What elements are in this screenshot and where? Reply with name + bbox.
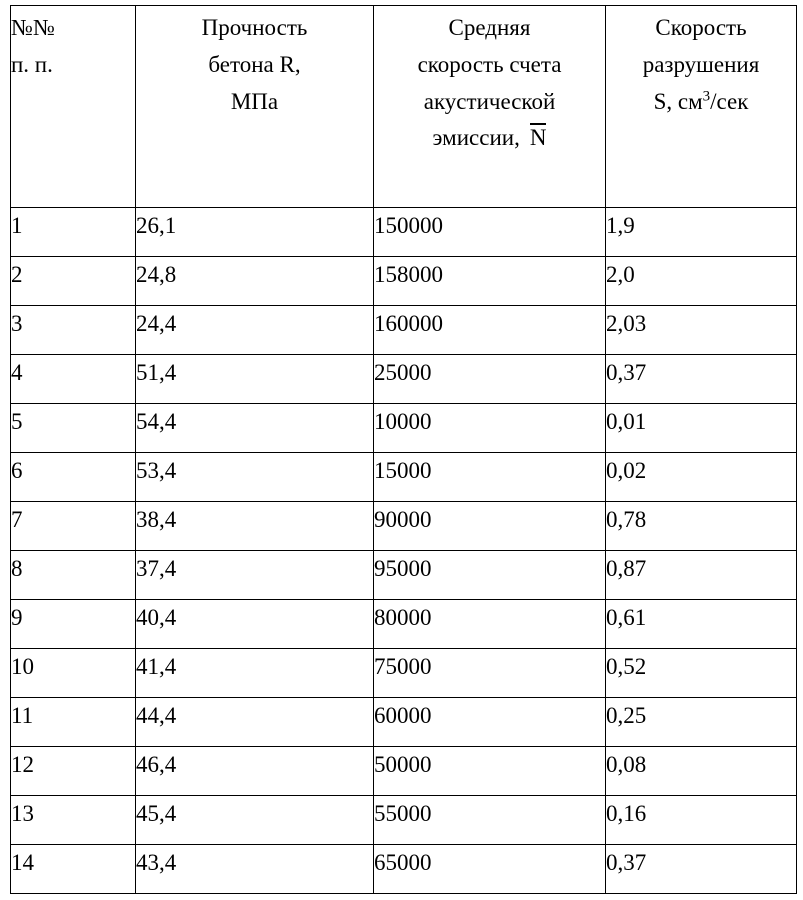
cell-rate: 75000 [374, 649, 606, 698]
cell-rate: 55000 [374, 796, 606, 845]
cell-strength: 37,4 [136, 551, 374, 600]
cell-destruction: 0,08 [606, 747, 797, 796]
cell-destruction: 1,9 [606, 208, 797, 257]
cell-strength: 24,4 [136, 306, 374, 355]
header-strength-line3: МПа [230, 88, 279, 114]
cell-strength: 44,4 [136, 698, 374, 747]
table-row [11, 453, 797, 502]
header-rate-line3: акустической [423, 88, 556, 114]
table-row [11, 502, 797, 551]
table-row [11, 208, 797, 257]
cell-num: 14 [11, 845, 136, 894]
cell-rate: 10000 [374, 404, 606, 453]
header-num-line2: п. п. [11, 51, 53, 77]
table-row [11, 306, 797, 355]
header-destruction-prefix: S, см [653, 88, 703, 114]
cell-num: 9 [11, 600, 136, 649]
table-row [11, 551, 797, 600]
cell-num: 1 [11, 208, 136, 257]
cell-strength: 51,4 [136, 355, 374, 404]
header-strength-line1: Прочность [201, 15, 308, 40]
cell-rate: 160000 [374, 306, 606, 355]
table-row [11, 747, 797, 796]
cell-rate: 80000 [374, 600, 606, 649]
header-rate-symbol: N [529, 125, 547, 151]
cell-num: 4 [11, 355, 136, 404]
cell-rate: 90000 [374, 502, 606, 551]
cell-num: 8 [11, 551, 136, 600]
cell-num: 13 [11, 796, 136, 845]
cell-strength: 46,4 [136, 747, 374, 796]
cell-destruction: 0,37 [606, 355, 797, 404]
header-destruction-line1: Скорость [655, 15, 747, 40]
cell-rate: 60000 [374, 698, 606, 747]
cell-rate: 158000 [374, 257, 606, 306]
cell-strength: 24,8 [136, 257, 374, 306]
cell-num: 7 [11, 502, 136, 551]
cell-strength: 38,4 [136, 502, 374, 551]
header-rate-line2: скорость счета [417, 51, 562, 77]
header-rate-line4 [374, 120, 605, 157]
table-row [11, 257, 797, 306]
cell-destruction: 0,01 [606, 404, 797, 453]
cell-destruction: 0,87 [606, 551, 797, 600]
table-body [11, 208, 797, 894]
cell-num: 2 [11, 257, 136, 306]
header-destruction-suffix: /сек [710, 88, 749, 114]
header-destruction-line2: разрушения [642, 51, 760, 77]
cell-rate: 50000 [374, 747, 606, 796]
cell-destruction: 0,61 [606, 600, 797, 649]
cell-strength: 53,4 [136, 453, 374, 502]
cell-destruction: 2,03 [606, 306, 797, 355]
cell-num: 3 [11, 306, 136, 355]
header-strength [136, 6, 374, 208]
cell-destruction: 0,78 [606, 502, 797, 551]
cell-strength: 45,4 [136, 796, 374, 845]
cell-destruction: 0,02 [606, 453, 797, 502]
cell-rate: 95000 [374, 551, 606, 600]
cell-num: 10 [11, 649, 136, 698]
cell-rate: 150000 [374, 208, 606, 257]
cell-rate: 25000 [374, 355, 606, 404]
cell-destruction: 0,25 [606, 698, 797, 747]
cell-strength: 54,4 [136, 404, 374, 453]
cell-destruction: 0,16 [606, 796, 797, 845]
cell-num: 11 [11, 698, 136, 747]
cell-num: 12 [11, 747, 136, 796]
table-row [11, 698, 797, 747]
table-row [11, 796, 797, 845]
header-num-line1: №№ [11, 15, 55, 40]
header-destruction-line3 [606, 84, 796, 121]
cell-destruction: 0,37 [606, 845, 797, 894]
table-row [11, 355, 797, 404]
cell-destruction: 2,0 [606, 257, 797, 306]
cell-strength: 41,4 [136, 649, 374, 698]
header-rate [374, 6, 606, 208]
header-rate-line1: Средняя [448, 15, 531, 40]
header-strength-line2: бетона R, [208, 51, 301, 77]
table-row [11, 649, 797, 698]
header-row [11, 6, 797, 208]
cell-rate: 65000 [374, 845, 606, 894]
cell-strength: 26,1 [136, 208, 374, 257]
table-row [11, 845, 797, 894]
cell-rate: 15000 [374, 453, 606, 502]
cell-num: 6 [11, 453, 136, 502]
cell-num: 5 [11, 404, 136, 453]
cell-destruction: 0,52 [606, 649, 797, 698]
cell-strength: 43,4 [136, 845, 374, 894]
table-row [11, 404, 797, 453]
header-rate-line4-text: эмиссии, [432, 125, 520, 151]
header-num [11, 6, 136, 208]
header-destruction [606, 6, 797, 208]
data-table [10, 5, 797, 894]
cell-strength: 40,4 [136, 600, 374, 649]
table-row [11, 600, 797, 649]
header-destruction-sup: 3 [702, 87, 711, 104]
